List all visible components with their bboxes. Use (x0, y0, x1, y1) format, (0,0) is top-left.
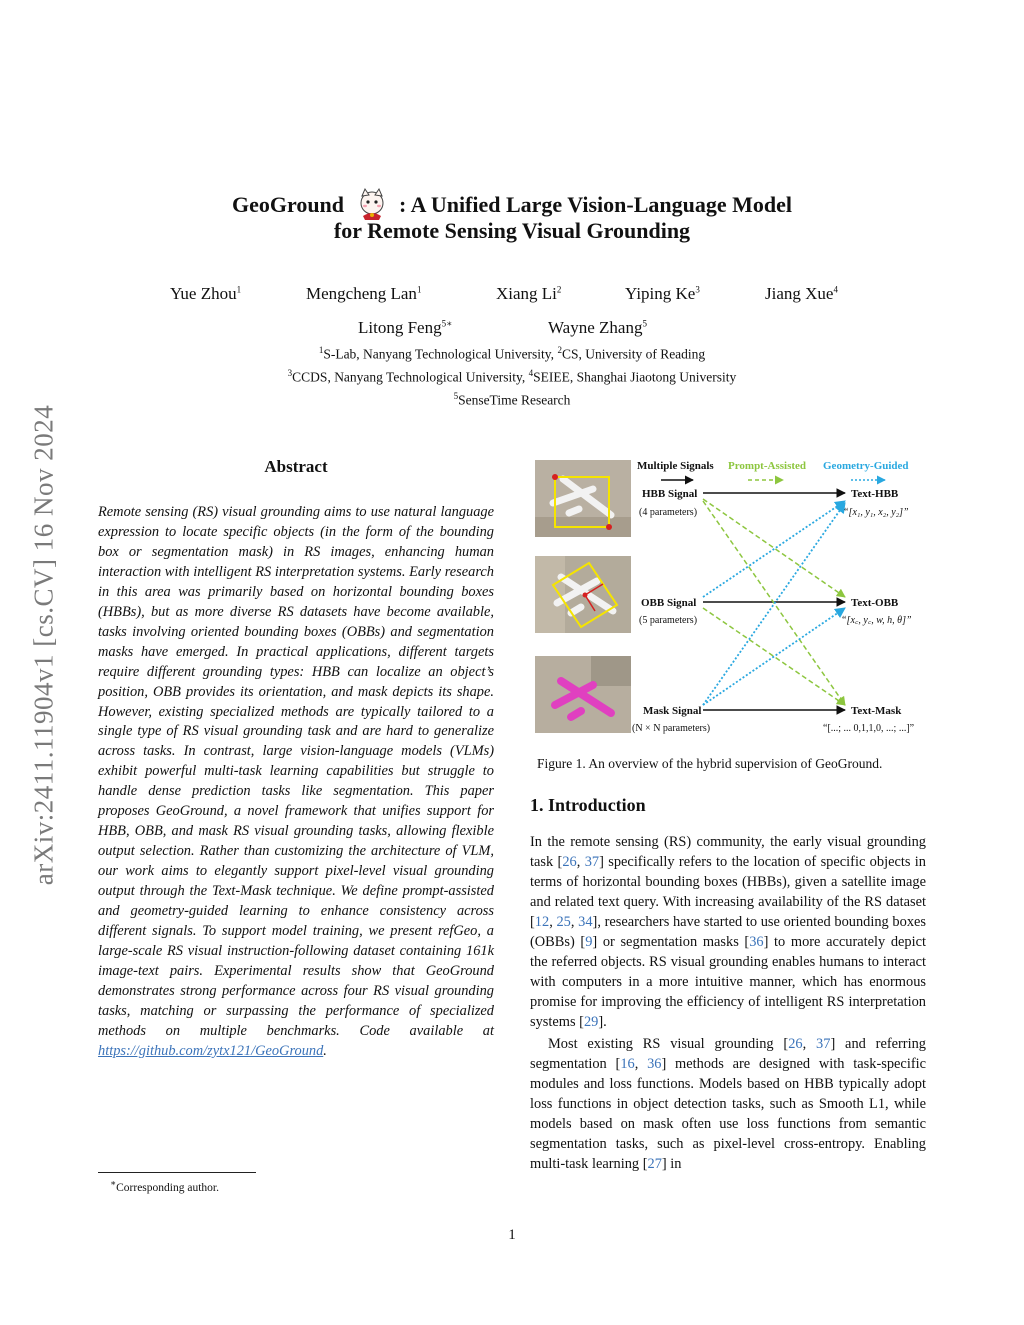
author: Yue Zhou$^1$ (170, 284, 242, 303)
paragraph: In the remote sensing (RS) community, the early visual grounding task [26, 37] specifically refers to the location of specific objects in terms of horizontal bounding boxes (HBBs), given a satellite image and related text query. With increasing availability of the RS dataset [12, 25, 34], researchers have started to use oriented bounding boxes (OBBs) [9] or segmentation masks [36] to more accurately depict the referred objects. RS visual grounding enables humans to interact with computers in a more intuitive manner, which has enormous promise for improving the efficiency of intelligent RS interpretation systems [29]. (530, 834, 926, 1030)
title-suffix: : A Unified Large Vision-Language Model (399, 192, 793, 218)
citation-link[interactable]: 27 (647, 1156, 662, 1172)
text-hbb-format: “[x₁, y₁, x₂, y₂]” (843, 507, 909, 518)
citation-link[interactable]: 26 (788, 1036, 803, 1052)
author: Xiang Li$^2$ (496, 284, 562, 303)
text-hbb-label: Text-HBB (851, 488, 899, 500)
author: Wayne Zhang$^5$ (548, 318, 647, 337)
text-mask-format: “[...; ... 0,1,1,0, ...; ...]” (823, 723, 915, 734)
footnote: ∗Corresponding author. (110, 1178, 219, 1194)
affiliation-line: $^5$SenseTime Research (453, 391, 571, 408)
citation-link[interactable]: 34 (578, 914, 593, 930)
introduction-body (530, 832, 926, 1174)
obb-image-thumbnail (535, 556, 631, 633)
paragraph: Most existing RS visual grounding [26, 37] and referring segmentation [16, 36] methods are designed with task-specific modules and loss functions. Models based on HBB typically adopt loss functions in object detection tasks, such as Smooth L1, while models based on mask often use loss functions from semantic segmentation tasks, such as pixel-level cross-entropy. Enabling multi-task learning [27] in (530, 1036, 926, 1172)
section-heading-introduction: 1. Introduction (530, 795, 646, 815)
hbb-signal-params: (4 parameters) (639, 507, 698, 518)
paper-title-line2: for Remote Sensing Visual Grounding (333, 218, 691, 243)
hbb-signal-label: HBB Signal (642, 488, 698, 500)
citation-link[interactable]: 26 (562, 854, 577, 870)
obb-signal-params: (5 parameters) (639, 615, 698, 626)
citation-link[interactable]: 9 (585, 934, 593, 950)
figure-1 (533, 455, 933, 745)
obb-signal-label: OBB Signal (641, 597, 697, 609)
arxiv-stamp (22, 345, 66, 945)
citation-link[interactable]: 37 (584, 854, 600, 870)
legend-multiple-signals: Multiple Signals (637, 460, 714, 472)
author: Litong Feng$^{5∗}$ (358, 318, 453, 337)
legend-prompt-assisted: Prompt-Assisted (728, 460, 807, 472)
code-link[interactable]: https://github.com/zytx121/GeoGround (98, 1042, 324, 1059)
citation-link[interactable]: 16 (620, 1056, 635, 1072)
author: Mengcheng Lan$^1$ (306, 284, 422, 303)
page-number: 1 (508, 1227, 516, 1243)
affiliation-line: $^1$S-Lab, Nanyang Technological University, $^2$CS, University of Reading (318, 345, 706, 362)
mask-signal-label: Mask Signal (643, 705, 702, 717)
text-mask-label: Text-Mask (851, 705, 902, 717)
citation-link[interactable]: 12 (534, 914, 550, 930)
hbb-image-thumbnail (535, 460, 631, 537)
abstract-heading: Abstract (264, 457, 328, 476)
mask-signal-params: (N × N parameters) (632, 723, 711, 734)
abstract-body: Remote sensing (RS) visual grounding aims to use natural language expression to locate specific objects (in the form of the bounding box or segmentation mask) in RS images, enhancing human interaction with intelligent RS interpretation systems. Early research in this area was primarily based on horizontal bounding boxes (HBBs), but as more diverse RS datasets have become available, tasks involving oriented bounding boxes (OBBs) and segmentation masks have emerged. In practical applications, different targets require different grounding types: HBB can localize an object’s position, OBB provides its orientation, and mask depicts its shape. However, existing specialized methods are typically tailored to a single type of RS visual grounding task and are hard to generalize across tasks. In contrast, large vision-language models (VLMs) exhibit powerful multi-task learning capabilities but struggle to handle dense prediction tasks like segmentation. This paper proposes GeoGround, a novel framework that unifies support for HBB, OBB, and mask RS visual grounding tasks, allowing flexible output selection. Rather than customizing the architecture of VLM, our work aims to elegantly support pixel-level visual grounding output through the Text-Mask technique. We define prompt-assisted and geometry-guided learning to enhance consistency across different signals. To support model training, we present refGeo, a large-scale RS visual instruction-following dataset containing 161k image-text pairs. Experimental results show that GeoGround demonstrates strong performance across four RS visual grounding tasks, matching or surpassing the performance of specialized methods on multiple benchmarks. Code available at https://github.com/zytx121/GeoGround. (98, 504, 494, 1059)
author: Yiping Ke$^3$ (625, 284, 700, 303)
mask-image-thumbnail (535, 656, 631, 733)
citation-link[interactable]: 25 (556, 914, 571, 930)
legend-geometry-guided: Geometry-Guided (823, 460, 909, 472)
affiliation-line: $^3$CCDS, Nanyang Technological University, $^4$SEIEE, Shanghai Jiaotong University (287, 368, 737, 385)
title-prefix: GeoGround (231, 192, 345, 218)
arxiv-stamp-text: arXiv:2411.11904v1 [cs.CV] 16 Nov 2024 (28, 404, 59, 886)
text-obb-label: Text-OBB (851, 597, 899, 609)
citation-link[interactable]: 36 (749, 934, 764, 950)
citation-link[interactable]: 36 (647, 1056, 662, 1072)
footnote-rule (98, 1172, 256, 1173)
citation-link[interactable]: 37 (816, 1036, 831, 1052)
figure-caption: Figure 1. An overview of the hybrid supervision of GeoGround. (537, 756, 883, 771)
citation-link[interactable]: 29 (583, 1014, 599, 1030)
author: Jiang Xue$^4$ (765, 284, 838, 303)
text-obb-format: “[x꜀, y꜀, w, h, θ]” (841, 615, 912, 626)
